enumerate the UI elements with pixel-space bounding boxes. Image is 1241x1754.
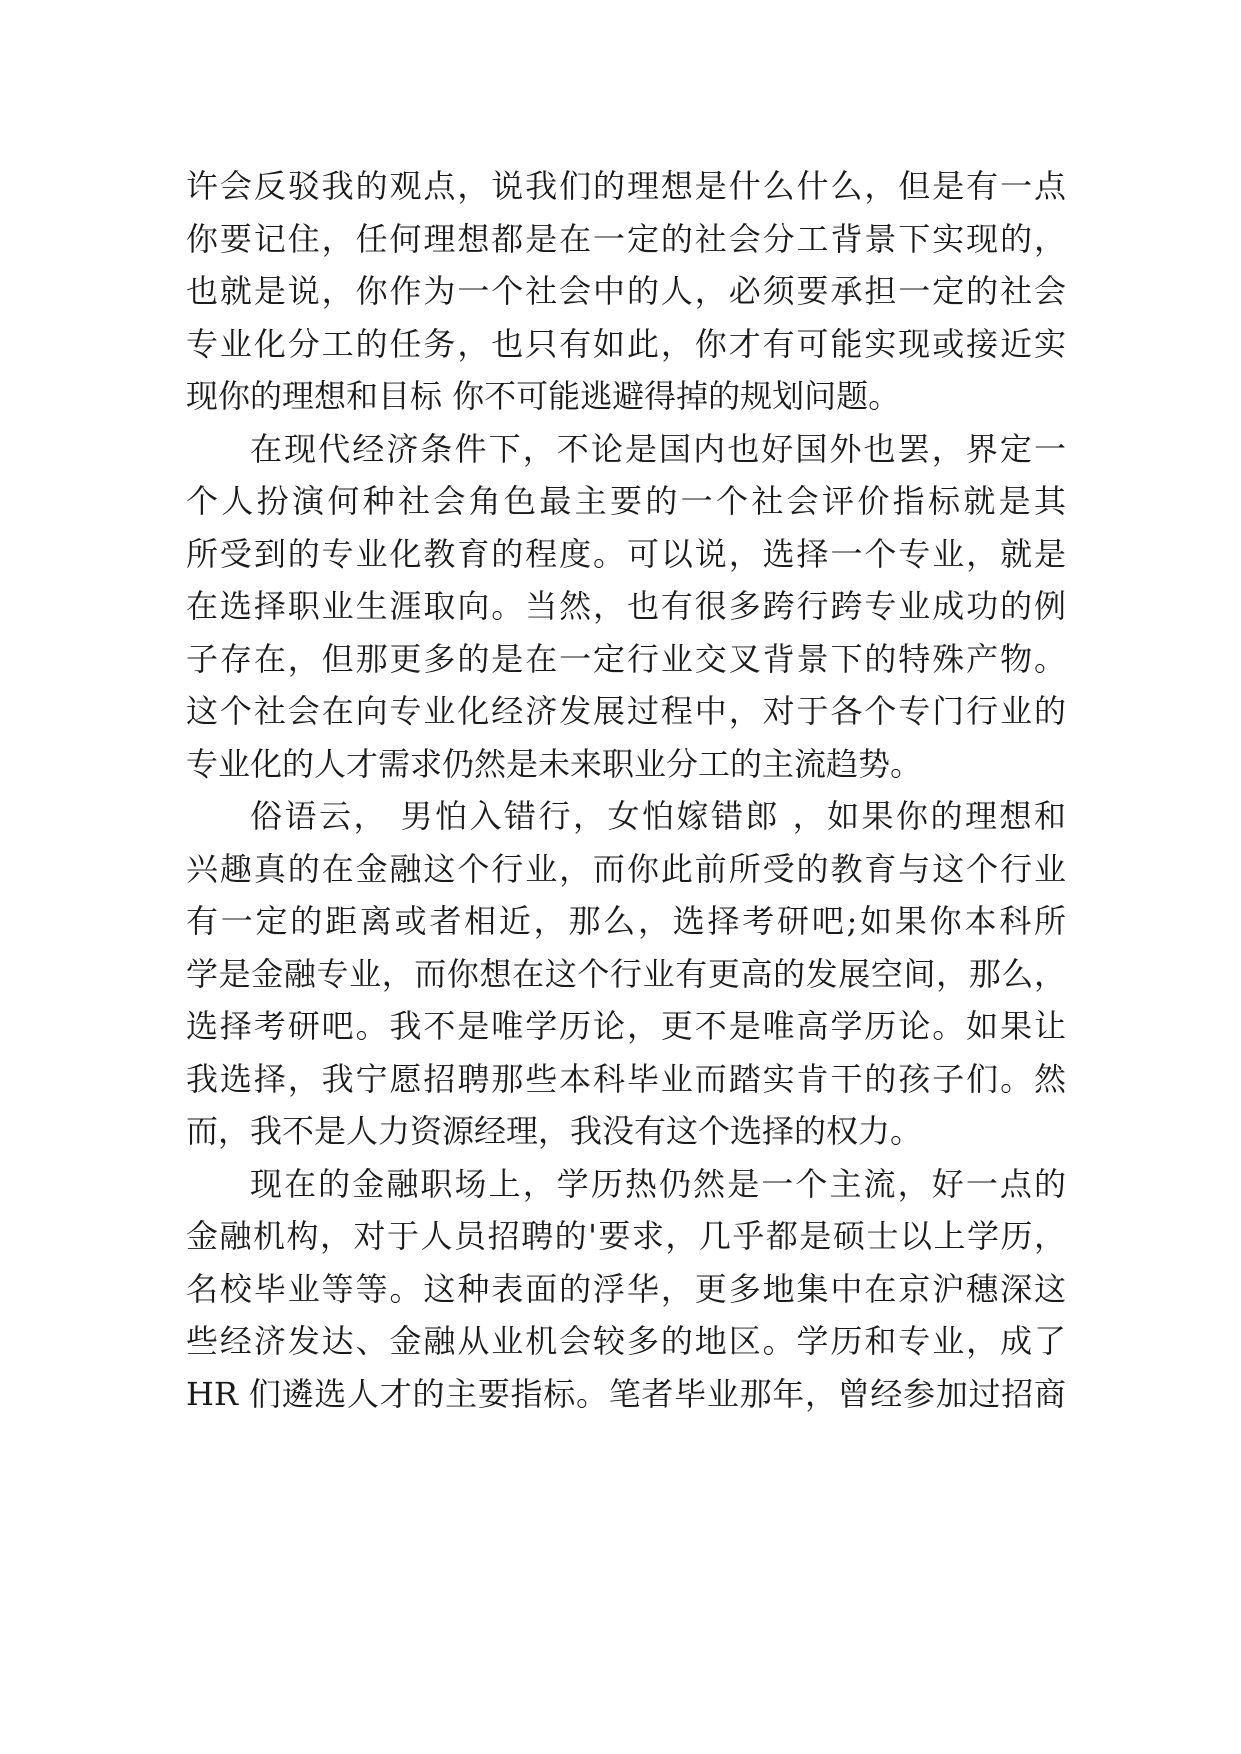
- text-line: 你要记住，任何理想都是在一定的社会分工背景下实现的，: [186, 219, 1066, 258]
- text-line: 名校毕业等等。这种表面的浮华，更多地集中在京沪穗深这: [186, 1269, 1066, 1308]
- text-line: 在现代经济条件下，不论是国内也好国外也罢，界定一: [250, 429, 1066, 468]
- text-line: 而，我不是人力资源经理，我没有这个选择的权力。: [186, 1112, 923, 1150]
- text-line: HR 们遴选人才的主要指标。笔者毕业那年，曾经参加过招商: [186, 1374, 1066, 1413]
- text-line: 子存在，但那更多的是在一定行业交叉背景下的特殊产物。: [186, 639, 1066, 678]
- paragraph-4: [186, 1158, 1066, 1421]
- text-line: 专业化的人才需求仍然是未来职业分工的主流趋势。: [186, 744, 923, 783]
- text-line: 选择考研吧。我不是唯学历论，更不是唯高学历论。如果让: [186, 1007, 1066, 1045]
- text-line: 个人扮演何种社会角色最主要的一个社会评价指标就是其: [186, 482, 1066, 520]
- text-line: 些经济发达、金融从业机会较多的地区。学历和专业，成了: [186, 1322, 1066, 1360]
- text-line: 俗语云， 男怕入错行，女怕嫁错郎 ，如果你的理想和: [250, 797, 1066, 835]
- text-line: 有一定的距离或者相近，那么，选择考研吧;如果你本科所: [186, 902, 1066, 940]
- text-line: 现在的金融职场上，学历热仍然是一个主流，好一点的: [250, 1164, 1066, 1203]
- text-line: 专业化分工的任务，也只有如此，你才有可能实现或接近实: [186, 324, 1066, 363]
- text-line: 现你的理想和目标 你不可能逃避得掉的规划问题。: [186, 377, 901, 415]
- text-line: 许会反驳我的观点，说我们的理想是什么什么，但是有一点: [186, 167, 1066, 205]
- text-line: 我选择，我宁愿招聘那些本科毕业而踏实肯干的孩子们。然: [186, 1059, 1066, 1098]
- text-line: 金融机构，对于人员招聘的'要求，几乎都是硕士以上学历，: [186, 1217, 1066, 1255]
- paragraph-2: [186, 423, 1066, 791]
- text-line: 兴趣真的在金融这个行业，而你此前所受的教育与这个行业: [186, 849, 1066, 888]
- text-line: 这个社会在向专业化经济发展过程中，对于各个专门行业的: [186, 692, 1066, 730]
- body-text: [186, 160, 1066, 1420]
- text-line: 学是金融专业，而你想在这个行业有更高的发展空间，那么，: [186, 954, 1066, 993]
- text-line: 所受到的专业化教育的程度。可以说，选择一个专业，就是: [186, 534, 1066, 573]
- paragraph-1: [186, 160, 1066, 423]
- text-line: 在选择职业生涯取向。当然，也有很多跨行跨专业成功的例: [186, 587, 1066, 625]
- text-line: 也就是说，你作为一个社会中的人，必须要承担一定的社会: [186, 272, 1066, 310]
- paragraph-3: [186, 790, 1066, 1158]
